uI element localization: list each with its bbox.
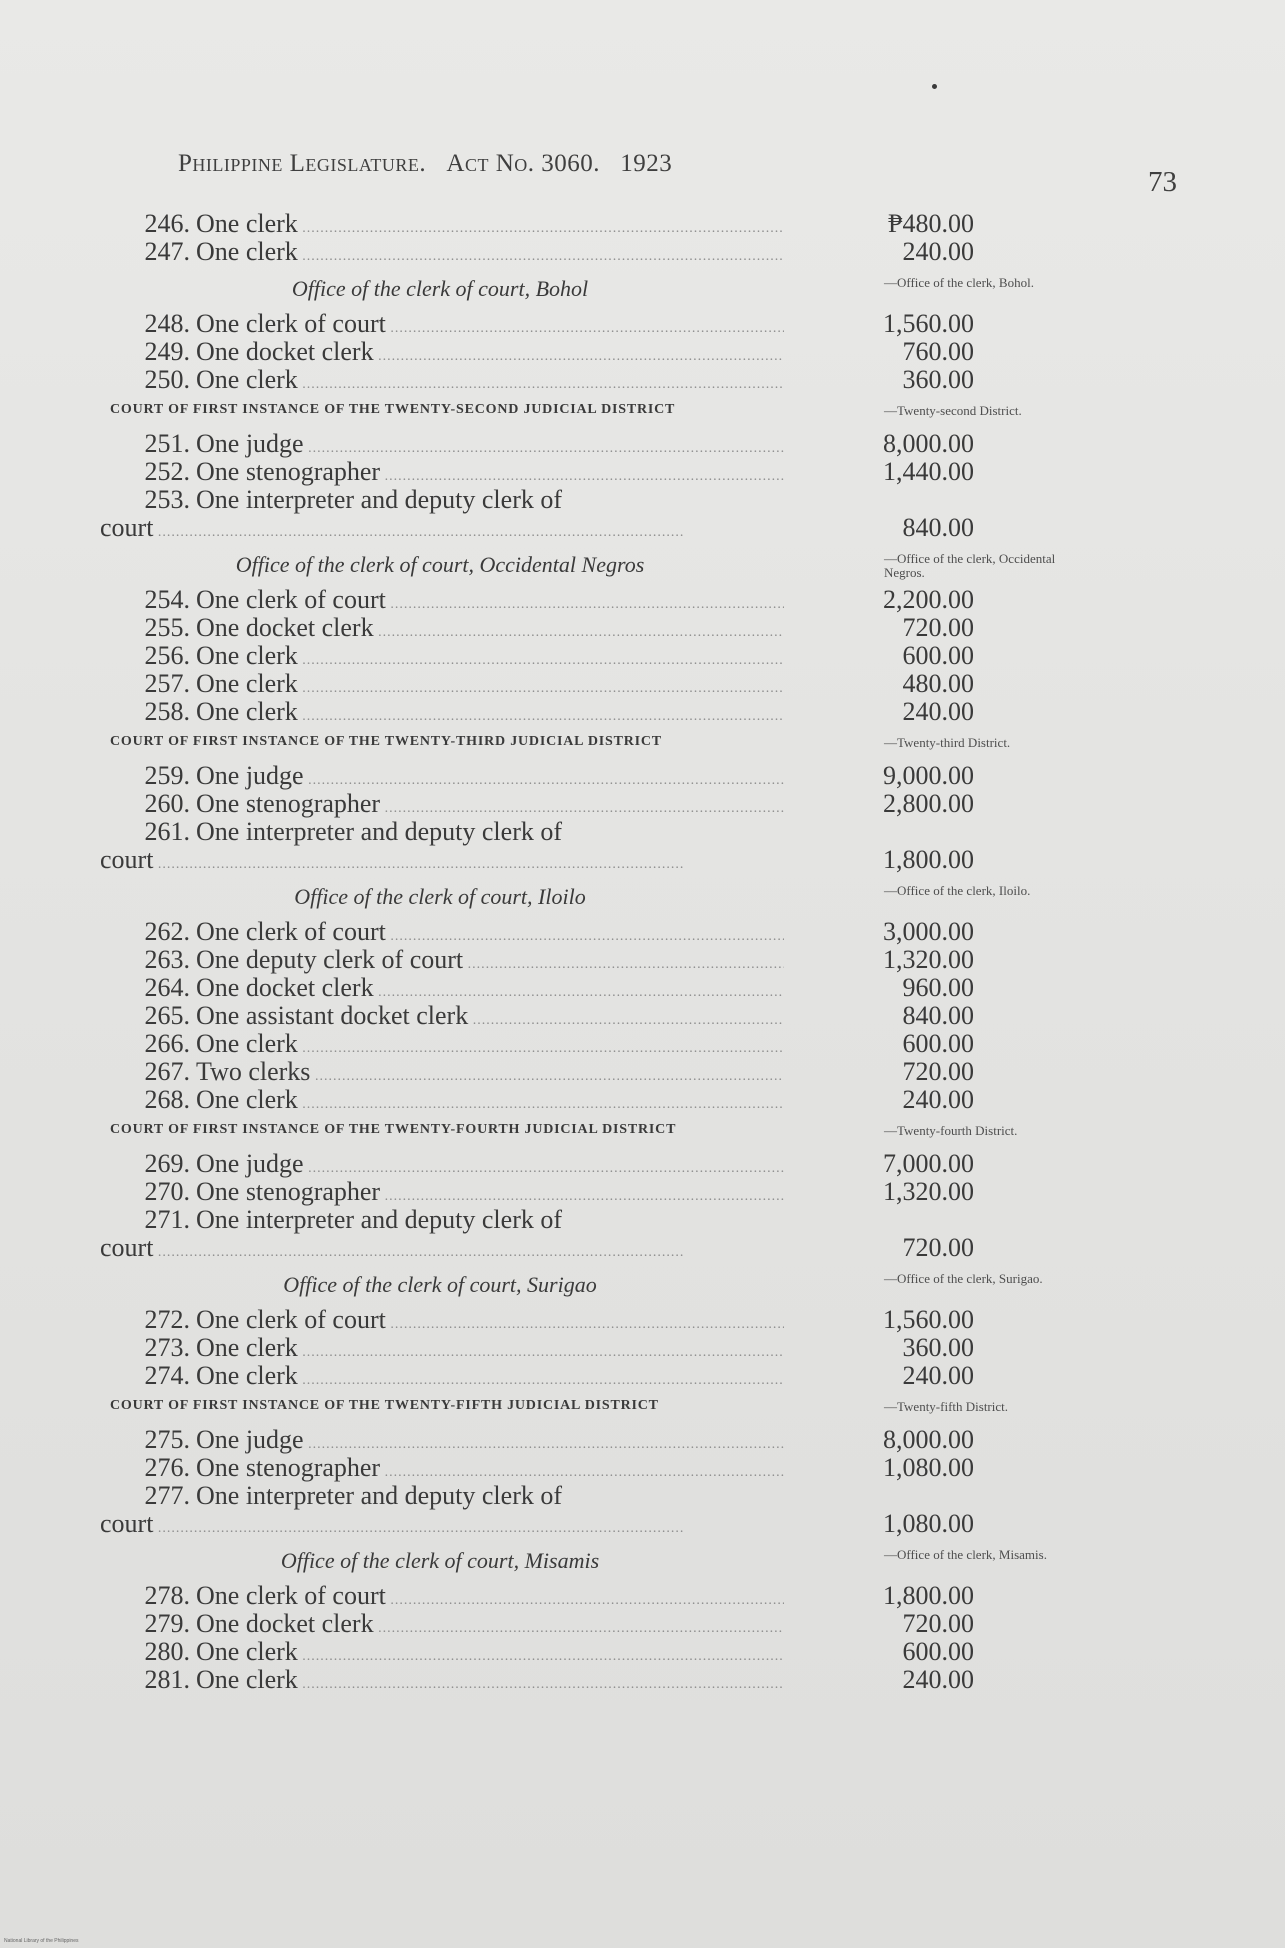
item-amount: 1,320.00 bbox=[883, 1177, 974, 1206]
item-description: One docket clerk ..... bbox=[196, 338, 784, 371]
item-number: 277. bbox=[144, 1481, 190, 1510]
line-item bbox=[100, 586, 1180, 614]
line-item bbox=[100, 670, 1180, 698]
court-heading bbox=[100, 1114, 1180, 1150]
item-description: One clerk ..... bbox=[196, 698, 784, 731]
item-number: 252. bbox=[144, 457, 190, 486]
item-description: One docket clerk ..... bbox=[196, 614, 784, 647]
item-number: 266. bbox=[144, 1029, 190, 1058]
line-item bbox=[100, 1454, 1180, 1482]
item-description: One clerk of court ..... bbox=[196, 1582, 784, 1615]
item-number: 268. bbox=[144, 1085, 190, 1114]
item-amount: 8,000.00 bbox=[883, 429, 974, 458]
item-number: 264. bbox=[144, 973, 190, 1002]
item-amount: 960.00 bbox=[902, 973, 974, 1002]
line-item bbox=[100, 1510, 1180, 1538]
ink-speck bbox=[932, 84, 937, 89]
line-item bbox=[100, 514, 1180, 542]
item-number: 262. bbox=[144, 917, 190, 946]
line-item bbox=[100, 1150, 1180, 1178]
scan-credit: National Library of the Philippines bbox=[4, 1938, 79, 1944]
item-description: court ..... bbox=[100, 1510, 684, 1543]
item-number: 270. bbox=[144, 1177, 190, 1206]
section-title: Office of the clerk of court, Surigao bbox=[283, 1272, 597, 1297]
item-amount: 840.00 bbox=[902, 513, 974, 542]
item-description: One clerk of court ..... bbox=[196, 310, 784, 343]
item-amount: 360.00 bbox=[902, 365, 974, 394]
item-description: One stenographer ..... bbox=[196, 458, 784, 491]
line-item bbox=[100, 238, 1180, 266]
running-head-year: 1923 bbox=[620, 150, 673, 177]
item-amount: 1,560.00 bbox=[883, 309, 974, 338]
section-title: COURT OF FIRST INSTANCE OF THE TWENTY-THIRD JUDICIAL DISTRICT bbox=[110, 734, 662, 749]
item-amount: 240.00 bbox=[902, 697, 974, 726]
running-head-title: Philippine Legislature. bbox=[178, 150, 427, 177]
item-description: One interpreter and deputy clerk of bbox=[196, 1482, 563, 1510]
line-item bbox=[100, 790, 1180, 818]
item-number: 272. bbox=[144, 1305, 190, 1334]
line-item bbox=[100, 1638, 1180, 1666]
item-amount: ₱480.00 bbox=[888, 209, 974, 238]
item-description: One clerk ..... bbox=[196, 1334, 784, 1367]
line-item bbox=[100, 1610, 1180, 1638]
item-number: 248. bbox=[144, 309, 190, 338]
item-description: One interpreter and deputy clerk of bbox=[196, 486, 563, 514]
item-description: One clerk ..... bbox=[196, 210, 784, 243]
line-item bbox=[100, 1306, 1180, 1334]
item-number: 247. bbox=[144, 237, 190, 266]
margin-note: —Office of the clerk, Misamis. bbox=[884, 1547, 1047, 1562]
item-amount: 760.00 bbox=[902, 337, 974, 366]
running-head bbox=[178, 150, 672, 178]
item-amount: 240.00 bbox=[902, 237, 974, 266]
margin-note: —Twenty-fourth District. bbox=[884, 1123, 1018, 1138]
margin-note: —Twenty-fifth District. bbox=[884, 1399, 1009, 1414]
item-description: One clerk of court ..... bbox=[196, 918, 784, 951]
line-item bbox=[100, 974, 1180, 1002]
item-description: One clerk ..... bbox=[196, 642, 784, 675]
item-amount: 1,800.00 bbox=[883, 845, 974, 874]
item-amount: 1,080.00 bbox=[883, 1509, 974, 1538]
item-amount: 720.00 bbox=[902, 1233, 974, 1262]
line-item bbox=[100, 1362, 1180, 1390]
item-description: One stenographer ..... bbox=[196, 1454, 784, 1487]
item-number: 258. bbox=[144, 697, 190, 726]
item-description: One clerk ..... bbox=[196, 238, 784, 271]
margin-note: —Office of the clerk, Surigao. bbox=[884, 1271, 1043, 1286]
office-heading bbox=[100, 1538, 1180, 1582]
section-title: Office of the clerk of court, Bohol bbox=[291, 276, 589, 301]
item-amount: 600.00 bbox=[902, 1637, 974, 1666]
item-number: 275. bbox=[144, 1425, 190, 1454]
line-item bbox=[100, 430, 1180, 458]
item-number: 255. bbox=[144, 613, 190, 642]
item-number: 261. bbox=[144, 817, 190, 846]
item-number: 269. bbox=[144, 1149, 190, 1178]
item-number: 259. bbox=[144, 761, 190, 790]
item-number: 274. bbox=[144, 1361, 190, 1390]
item-amount: 360.00 bbox=[902, 1333, 974, 1362]
item-description: One docket clerk ..... bbox=[196, 1610, 784, 1643]
line-item bbox=[100, 338, 1180, 366]
item-amount: 480.00 bbox=[902, 669, 974, 698]
item-amount: 240.00 bbox=[902, 1361, 974, 1390]
section-title: Office of the clerk of court, Iloilo bbox=[294, 884, 586, 909]
item-amount: 840.00 bbox=[902, 1001, 974, 1030]
item-number: 265. bbox=[144, 1001, 190, 1030]
item-amount: 3,000.00 bbox=[883, 917, 974, 946]
item-number: 260. bbox=[144, 789, 190, 818]
item-description: One clerk ..... bbox=[196, 1362, 784, 1395]
item-amount: 600.00 bbox=[902, 641, 974, 670]
item-amount: 1,560.00 bbox=[883, 1305, 974, 1334]
item-amount: 1,800.00 bbox=[883, 1581, 974, 1610]
line-item bbox=[100, 1206, 1180, 1234]
item-description: One deputy clerk of court ..... bbox=[196, 946, 784, 979]
item-description: One interpreter and deputy clerk of bbox=[196, 1206, 563, 1234]
item-amount: 240.00 bbox=[902, 1085, 974, 1114]
item-description: Two clerks ..... bbox=[196, 1058, 784, 1091]
item-description: One clerk of court ..... bbox=[196, 586, 784, 619]
item-description: court ..... bbox=[100, 514, 684, 547]
item-amount: 600.00 bbox=[902, 1029, 974, 1058]
item-description: One clerk ..... bbox=[196, 1030, 784, 1063]
item-number: 253. bbox=[144, 485, 190, 514]
item-amount: 720.00 bbox=[902, 613, 974, 642]
item-amount: 240.00 bbox=[902, 1665, 974, 1694]
item-description: One assistant docket clerk ..... bbox=[196, 1002, 784, 1035]
item-number: 254. bbox=[144, 585, 190, 614]
line-item bbox=[100, 762, 1180, 790]
item-number: 267. bbox=[144, 1057, 190, 1086]
line-item bbox=[100, 1426, 1180, 1454]
section-title: COURT OF FIRST INSTANCE OF THE TWENTY-SECOND JUDICIAL DISTRICT bbox=[110, 402, 676, 417]
item-number: 249. bbox=[144, 337, 190, 366]
line-item bbox=[100, 1334, 1180, 1362]
line-item bbox=[100, 1086, 1180, 1114]
court-heading bbox=[100, 1390, 1180, 1426]
item-description: One clerk ..... bbox=[196, 1666, 784, 1699]
section-title: Office of the clerk of court, Misamis bbox=[280, 1548, 600, 1573]
margin-note: —Office of the clerk, Iloilo. bbox=[884, 883, 1031, 898]
item-description: One clerk of court ..... bbox=[196, 1306, 784, 1339]
item-amount: 1,320.00 bbox=[883, 945, 974, 974]
margin-note: —Twenty-second District. bbox=[884, 403, 1022, 418]
line-item bbox=[100, 698, 1180, 726]
item-description: One interpreter and deputy clerk of bbox=[196, 818, 563, 846]
section-title: Office of the clerk of court, Occidental Negros bbox=[235, 552, 645, 577]
line-item bbox=[100, 1002, 1180, 1030]
line-item bbox=[100, 1234, 1180, 1262]
item-amount: 720.00 bbox=[902, 1609, 974, 1638]
item-number: 278. bbox=[144, 1581, 190, 1610]
item-amount: 1,080.00 bbox=[883, 1453, 974, 1482]
line-item bbox=[100, 1666, 1180, 1694]
item-number: 246. bbox=[144, 209, 190, 238]
line-item bbox=[100, 1178, 1180, 1206]
office-heading bbox=[100, 542, 1180, 586]
line-item bbox=[100, 614, 1180, 642]
item-description: One judge ..... bbox=[196, 1426, 784, 1459]
item-amount: 2,800.00 bbox=[883, 789, 974, 818]
line-item bbox=[100, 458, 1180, 486]
item-amount: 1,440.00 bbox=[883, 457, 974, 486]
item-number: 276. bbox=[144, 1453, 190, 1482]
line-item bbox=[100, 642, 1180, 670]
item-description: One clerk ..... bbox=[196, 1086, 784, 1119]
margin-note: —Office of the clerk, Bohol. bbox=[884, 275, 1034, 290]
line-item bbox=[100, 1058, 1180, 1086]
section-title: COURT OF FIRST INSTANCE OF THE TWENTY-FIFTH JUDICIAL DISTRICT bbox=[110, 1398, 659, 1413]
line-item bbox=[100, 1482, 1180, 1510]
item-description: One clerk ..... bbox=[196, 1638, 784, 1671]
court-heading bbox=[100, 726, 1180, 762]
item-description: One judge ..... bbox=[196, 762, 784, 795]
office-heading bbox=[100, 1262, 1180, 1306]
line-item bbox=[100, 210, 1180, 238]
item-number: 280. bbox=[144, 1637, 190, 1666]
section-title: COURT OF FIRST INSTANCE OF THE TWENTY-FOURTH JUDICIAL DISTRICT bbox=[110, 1122, 677, 1137]
item-description: One clerk ..... bbox=[196, 670, 784, 703]
item-number: 250. bbox=[144, 365, 190, 394]
item-number: 271. bbox=[144, 1205, 190, 1234]
item-amount: 7,000.00 bbox=[883, 1149, 974, 1178]
item-number: 273. bbox=[144, 1333, 190, 1362]
item-description: court ..... bbox=[100, 846, 684, 879]
item-number: 251. bbox=[144, 429, 190, 458]
item-number: 257. bbox=[144, 669, 190, 698]
item-amount: 2,200.00 bbox=[883, 585, 974, 614]
line-item bbox=[100, 946, 1180, 974]
item-description: One stenographer ..... bbox=[196, 1178, 784, 1211]
line-item bbox=[100, 486, 1180, 514]
line-item bbox=[100, 1030, 1180, 1058]
line-item bbox=[100, 310, 1180, 338]
item-number: 256. bbox=[144, 641, 190, 670]
item-description: court ..... bbox=[100, 1234, 684, 1267]
line-item bbox=[100, 1582, 1180, 1610]
item-description: One docket clerk ..... bbox=[196, 974, 784, 1007]
item-description: One clerk ..... bbox=[196, 366, 784, 399]
item-number: 279. bbox=[144, 1609, 190, 1638]
item-amount: 720.00 bbox=[902, 1057, 974, 1086]
running-head-act: Act No. 3060. bbox=[446, 150, 601, 177]
page-number: 73 bbox=[1148, 166, 1177, 198]
line-item bbox=[100, 918, 1180, 946]
item-description: One judge ..... bbox=[196, 430, 784, 463]
item-description: One stenographer ..... bbox=[196, 790, 784, 823]
item-number: 281. bbox=[144, 1665, 190, 1694]
line-item bbox=[100, 846, 1180, 874]
office-heading bbox=[100, 266, 1180, 310]
margin-note: —Twenty-third District. bbox=[884, 735, 1011, 750]
item-amount: 8,000.00 bbox=[883, 1425, 974, 1454]
line-item bbox=[100, 366, 1180, 394]
office-heading bbox=[100, 874, 1180, 918]
item-description: One judge ..... bbox=[196, 1150, 784, 1183]
margin-note: —Office of the clerk, Occidental Negros. bbox=[884, 551, 1056, 580]
appropriation-list bbox=[100, 210, 1180, 1694]
court-heading bbox=[100, 394, 1180, 430]
item-amount: 9,000.00 bbox=[883, 761, 974, 790]
line-item bbox=[100, 818, 1180, 846]
item-number: 263. bbox=[144, 945, 190, 974]
